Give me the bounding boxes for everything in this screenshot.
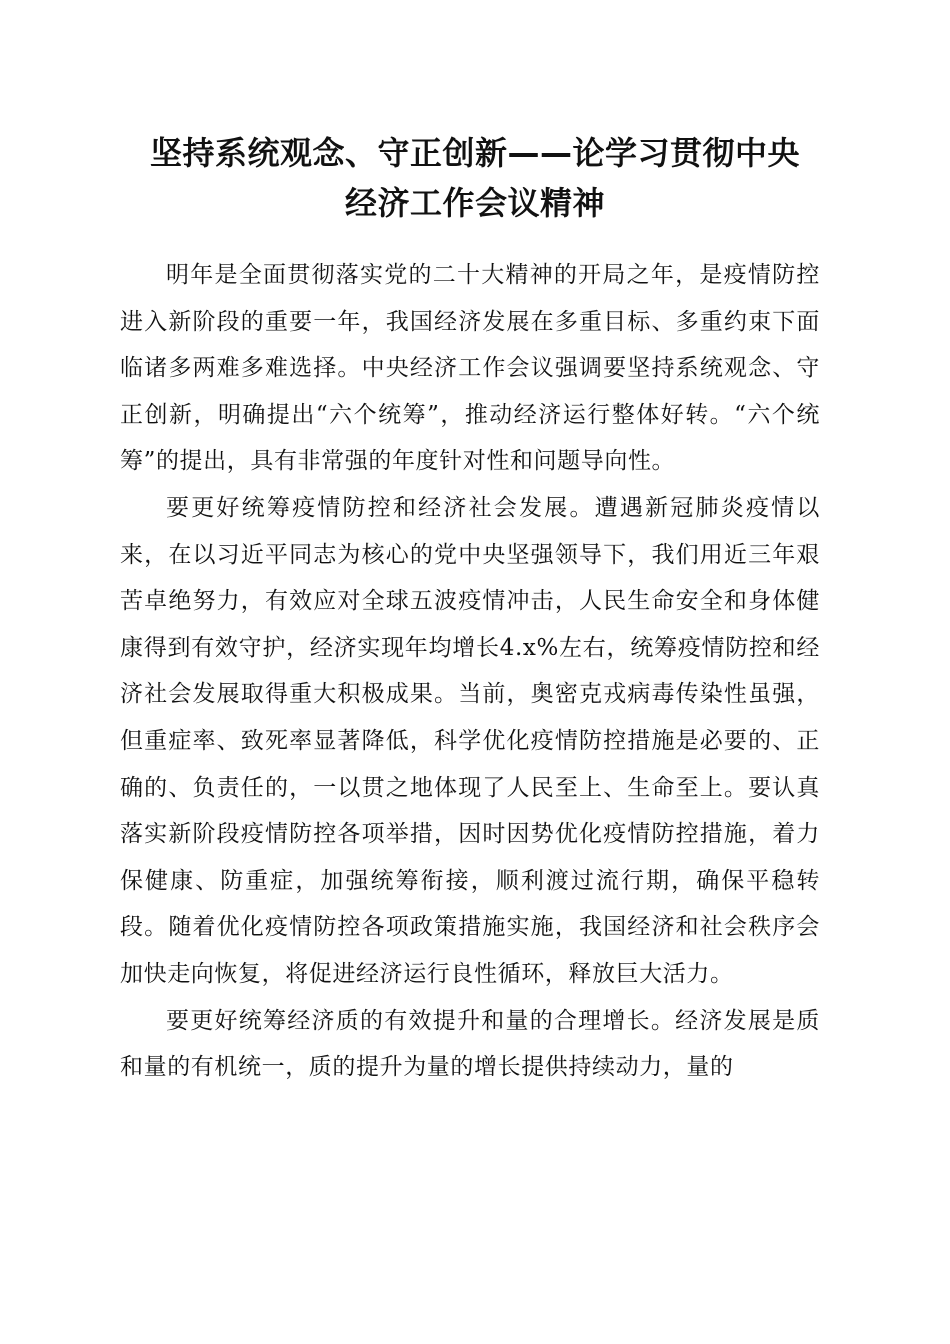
paragraph: 明年是全面贯彻落实党的二十大精神的开局之年，是疫情防控进入新阶段的重要一年，我国经济发展在多重目标、多重约束下面临诸多两难多难选择。中央经济工作会议强调要坚持系统观念、守正创新，明确提出“六个统筹”，推动经济运行整体好转。“六个统筹”的提出，具有非常强的年度针对性和问题导向性。 [120,262,820,475]
document-title [110,128,840,228]
title-line-2: 经济工作会议精神 [344,184,605,222]
paragraph: 要更好统筹疫情防控和经济社会发展。遭遇新冠肺炎疫情以来，在以习近平同志为核心的党中央坚强领导下，我们用近三年艰苦卓绝努力，有效应对全球五波疫情冲击，人民生命安全和身体健康得到有效守护，经济实现年均增长4.x%左右，统筹疫情防控和经济社会发展取得重大积极成果。当前，奥密克戎病毒传染性虽强，但重症率、致死率显著降低，科学优化疫情防控措施是必要的、正确的、负责任的，一以贯之地体现了人民至上、生命至上。要认真落实新阶段疫情防控各项举措，因时因势优化疫情防控措施，着力保健康、防重症，加强统筹衔接，顺利渡过流行期，确保平稳转段。随着优化疫情防控各项政策措施实施，我国经济和社会秩序会加快走向恢复，将促进经济运行良性循环，释放巨大活力。 [120,494,820,987]
title-line-1: 坚持系统观念、守正创新——论学习贯彻中央 [149,134,800,172]
document-body [120,252,820,1091]
paragraph: 要更好统筹经济质的有效提升和量的合理增长。经济发展是质和量的有机统一，质的提升为量的增长提供持续动力，量的 [120,1007,820,1081]
